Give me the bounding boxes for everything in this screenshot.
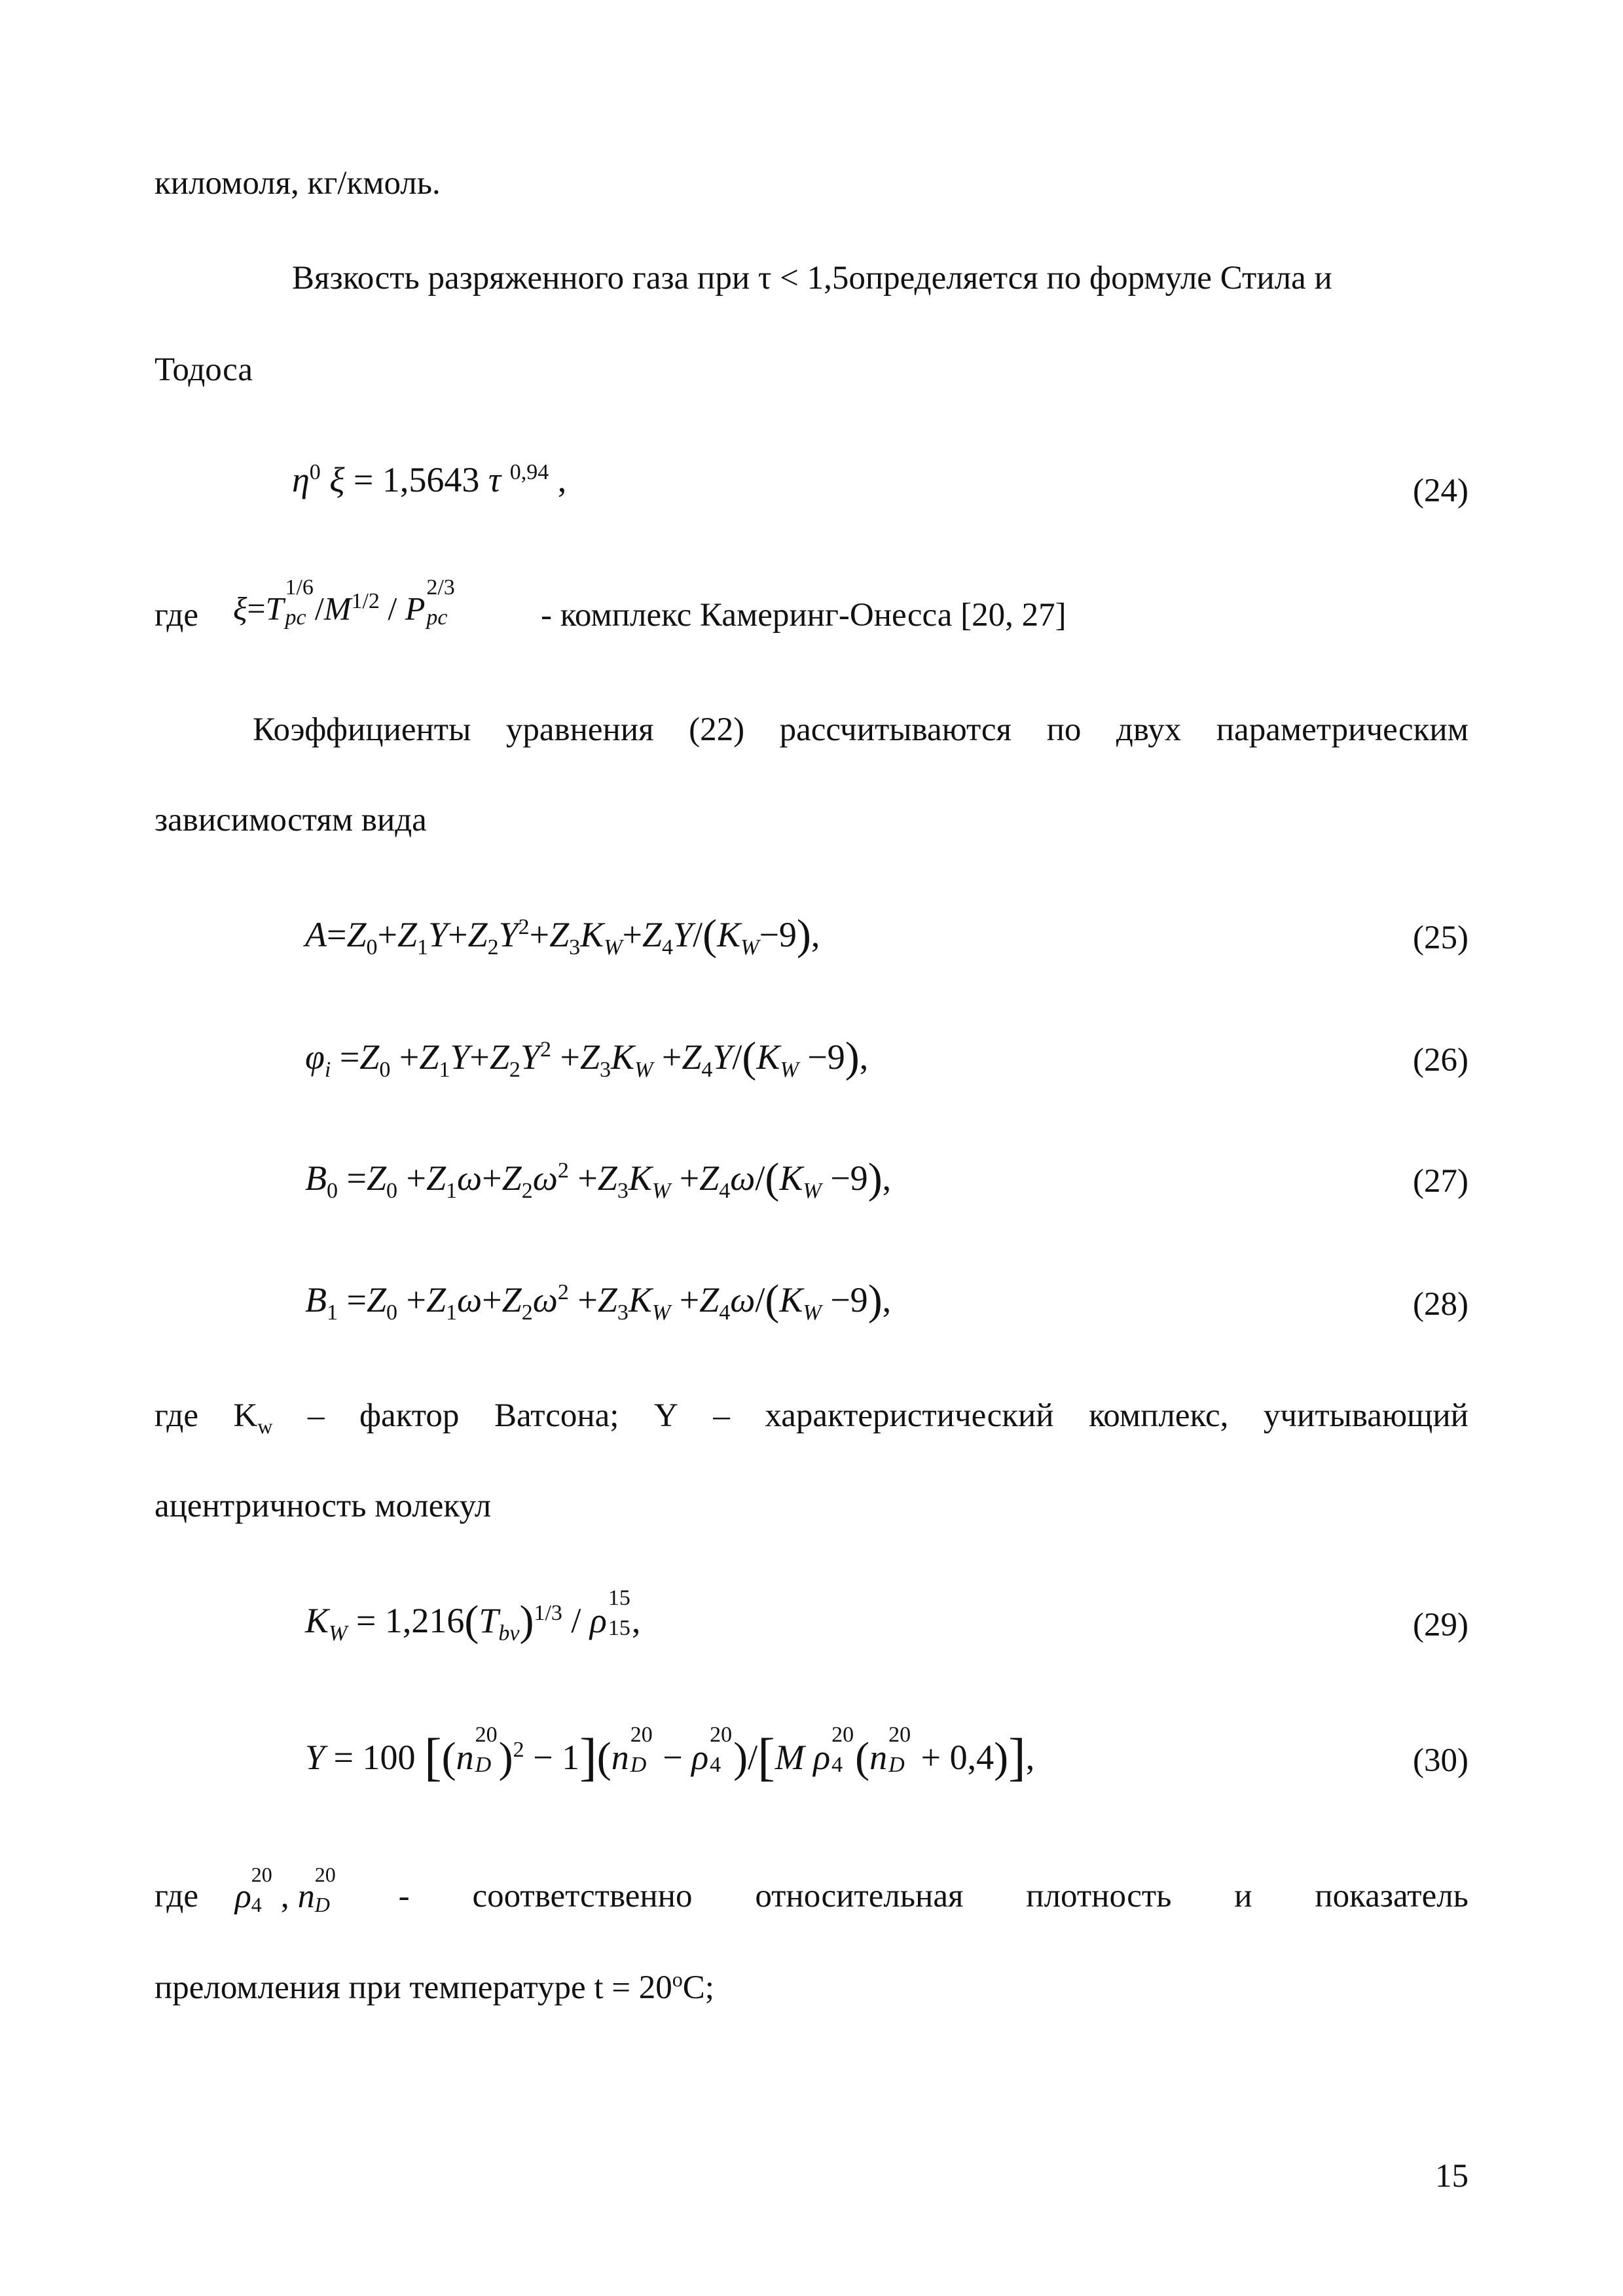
word: комплекс, [1089,1397,1229,1434]
equation-26: $\varphi_i =Z_0 +Z_1Y+Z_2Y^2 +Z_3K_W +Z_4Y/(K_W -9)$, [305,1033,869,1082]
word: Y [653,1397,678,1434]
kw-subscript: w [257,1414,273,1439]
equation-25: $A=Z_0+Z_1Y+Z_2Y^2+Z_3K_W+Z_4Y/(K_W-9)$, [305,911,820,960]
paragraph-watson-end: ацентричность молекул [155,1488,492,1524]
page-number: 15 [1435,2158,1468,2195]
word: характеристический [765,1397,1054,1434]
formula-rho-n: ρ 20 4 , n 20 D [234,1863,336,1916]
word: – [713,1397,730,1434]
equation-28-number: (28) [1413,1286,1468,1323]
paragraph-coefficients-end: зависимостям вида [155,802,427,838]
word: уравнения [505,711,654,748]
word: Коэффициенты [253,711,471,748]
word: двух [1116,711,1182,748]
paragraph-density [155,1863,1468,1920]
equation-25-number: (25) [1413,920,1468,956]
word: и [1234,1878,1252,1914]
word: показатель [1315,1878,1468,1914]
where-xi-text: - комплекс Камеринг-Онесса [20, 27] [541,597,1067,634]
equation-28: $B_1 =Z_0 +Z_1\omega+Z_2\omega^2 +Z_3K_W +Z_4\omega/(K_W -9)$, [305,1276,892,1325]
text-line-continuation: киломоля, кг/кмоль. [155,165,441,202]
equation-27: $B_0 =Z_0 +Z_1\omega+Z_2\omega^2 +Z_3K_W +Z_4\omega/(K_W -9)$, [305,1155,892,1203]
word: по [1046,711,1082,748]
word: фактор [359,1397,460,1434]
equation-30-number: (30) [1413,1742,1468,1779]
paragraph-watson [155,1399,1468,1437]
equation-24-number: (24) [1413,473,1468,509]
paragraph-density-end: преломления при температуре $t = 20^oC$; [155,1967,714,2006]
word: – [307,1397,325,1434]
equation-24: $\eta^0$ ξ = 1,5643 τ $^{0,94}$ , [292,460,567,499]
word: - [398,1878,410,1914]
word: Ватсона; [494,1397,619,1434]
paragraph-coefficients [253,713,1468,747]
paragraph-viscosity-end: Тодоса [155,351,253,388]
word: плотность [1026,1878,1172,1914]
word: (22) [689,711,745,748]
equation-26-number: (26) [1413,1042,1468,1079]
paragraph-viscosity: Вязкость разряженного газа при τ < 1,5определяется по формуле Стила и [292,260,1332,296]
equation-29-number: (29) [1413,1607,1468,1643]
equation-27-number: (27) [1413,1163,1468,1200]
word: рассчитываются [779,711,1012,748]
word: учитывающий [1263,1397,1468,1434]
formula-xi: ξ=T 1/6 pc $/M^{1/2}$ / P 2/3 pc [233,575,455,630]
equation-29: $K_W = 1,216(T_{bv})^{1/3} / \rho$ 15 15 , [305,1586,641,1645]
word: где [155,1878,198,1914]
word: относительная [755,1878,964,1914]
word: где [155,1397,198,1434]
word: $K_w$ [233,1397,273,1439]
word: параметрическим [1216,711,1468,748]
word: соответственно [472,1878,693,1914]
equation-30: Y = 100 [(n 20 D )$^2$ − 1](n 20 D − ρ 20 4 )/[M ρ 20 4 (n 20 D + 0,4)], [305,1723,1035,1786]
where-xi-lead: где [155,597,198,634]
